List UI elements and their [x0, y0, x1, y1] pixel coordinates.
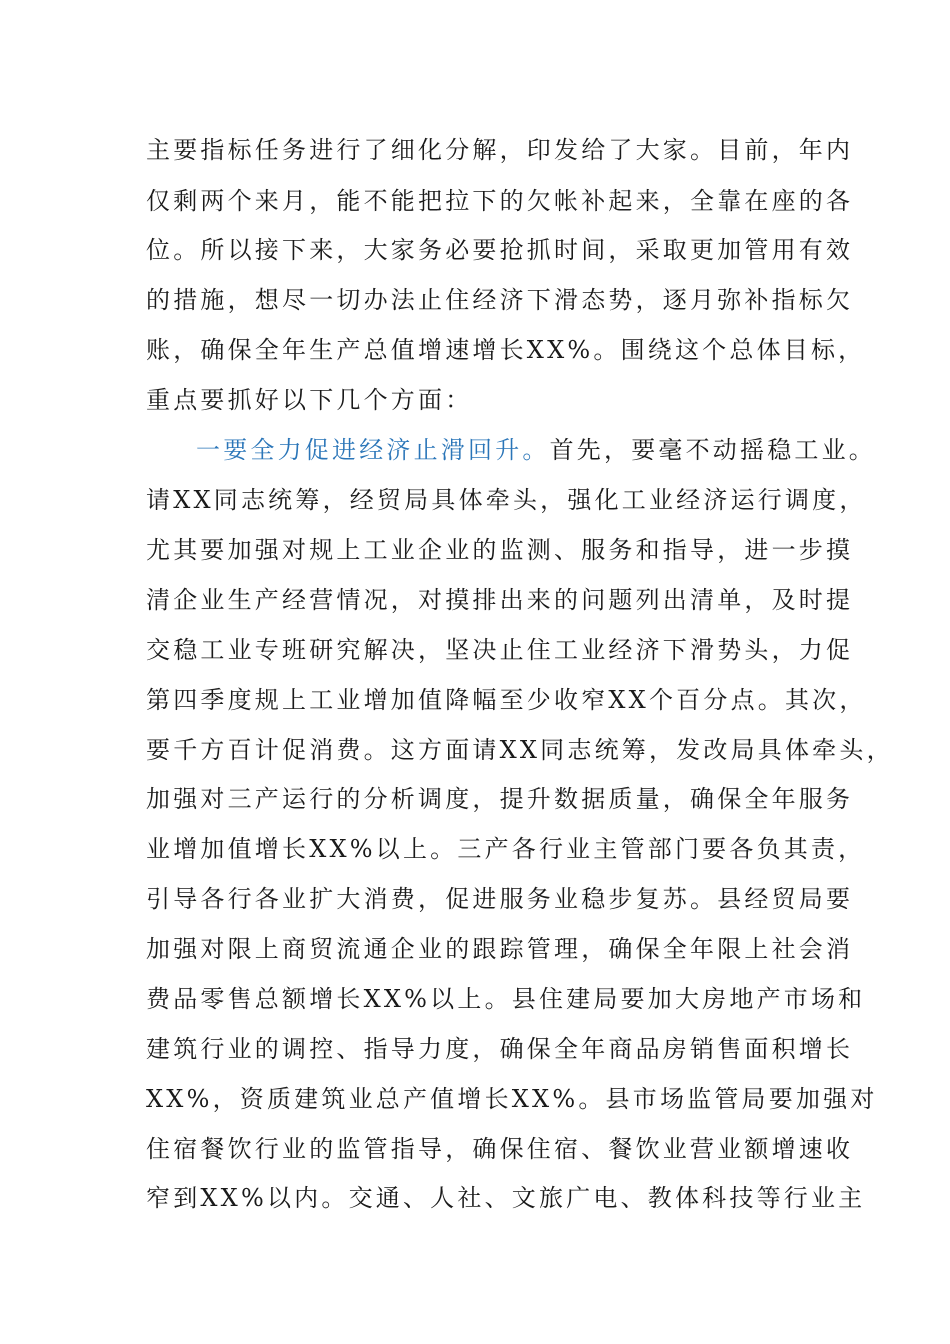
- paragraph-1-line-3: 位。所以接下来，大家务必要抢抓时间，采取更加管用有效: [146, 236, 854, 264]
- paragraph-2-line-11: 加强对限上商贸流通企业的跟踪管理，确保全年限上社会消: [146, 935, 854, 963]
- paragraph-1-line-5: 账，确保全年生产总值增速增长XX%。围绕这个总体目标，: [146, 336, 866, 364]
- paragraph-2-line-14: XX%，资质建筑业总产值增长XX%。县市场监管局要加强对: [146, 1085, 878, 1113]
- paragraph-2-line-10: 引导各行各业扩大消费，促进服务业稳步复苏。县经贸局要: [146, 885, 854, 913]
- paragraph-2-line-1-rest: 首先，要毫不动摇稳工业。: [549, 436, 877, 464]
- paragraph-2-line-13: 建筑行业的调控、指导力度，确保全年商品房销售面积增长: [146, 1035, 854, 1063]
- section-heading: 一要全力促进经济止滑回升。: [196, 436, 550, 464]
- paragraph-2-line-16: 窄到XX%以内。交通、人社、文旅广电、教体科技等行业主: [146, 1184, 866, 1212]
- paragraph-1-line-4: 的措施，想尽一切办法止住经济下滑态势，逐月弥补指标欠: [146, 286, 854, 314]
- paragraph-2-line-12: 费品零售总额增长XX%以上。县住建局要加大房地产市场和: [146, 985, 866, 1013]
- paragraph-2-line-4: 清企业生产经营情况，对摸排出来的问题列出清单，及时提: [146, 586, 854, 614]
- paragraph-2-line-1: [196, 430, 876, 470]
- paragraph-2-line-3: 尤其要加强对规上工业企业的监测、服务和指导，进一步摸: [146, 536, 854, 564]
- paragraph-2-line-5: 交稳工业专班研究解决，坚决止住工业经济下滑势头，力促: [146, 636, 854, 664]
- paragraph-1-line-2: 仅剩两个来月，能不能把拉下的欠帐补起来，全靠在座的各: [146, 187, 854, 215]
- paragraph-1-line-6: 重点要抓好以下几个方面：: [146, 386, 473, 414]
- paragraph-2-line-8: 加强对三产运行的分析调度，提升数据质量，确保全年服务: [146, 785, 854, 813]
- paragraph-1-line-1: 主要指标任务进行了细化分解，印发给了大家。目前，年内: [146, 136, 854, 164]
- paragraph-2-line-6: 第四季度规上工业增加值降幅至少收窄XX个百分点。其次，: [146, 686, 867, 714]
- paragraph-2-line-9: 业增加值增长XX%以上。三产各行业主管部门要各负其责，: [146, 835, 866, 863]
- paragraph-2-line-15: 住宿餐饮行业的监管指导，确保住宿、餐饮业营业额增速收: [146, 1135, 854, 1163]
- paragraph-2-line-2: 请XX同志统筹，经贸局具体牵头，强化工业经济运行调度，: [146, 486, 867, 514]
- paragraph-2-line-7: 要千方百计促消费。这方面请XX同志统筹，发改局具体牵头，: [146, 736, 894, 764]
